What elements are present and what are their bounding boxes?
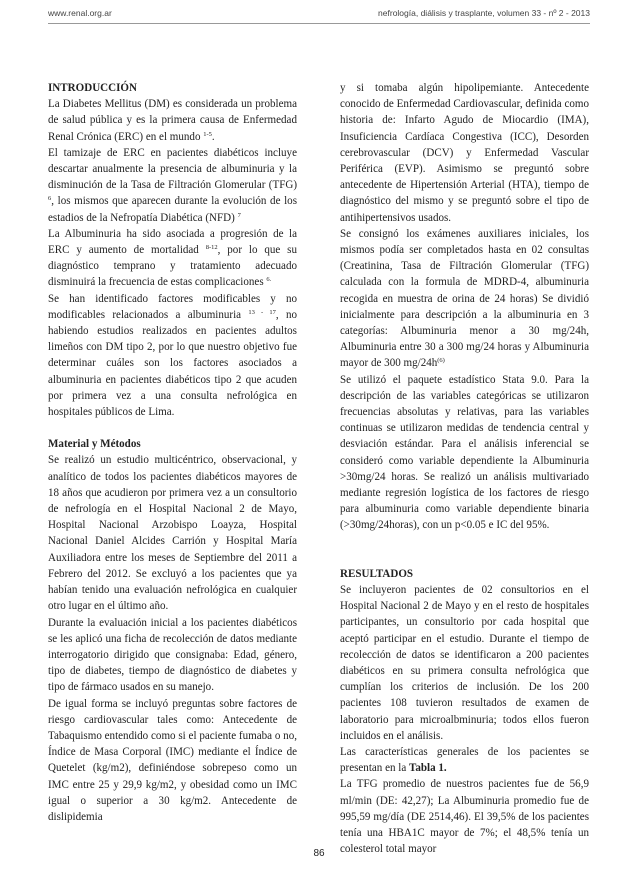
results-heading: RESULTADOS [340,567,414,580]
paragraph: Se realizó un estudio multicéntrico, observacional, y analítico de todos los pacientes diabéticos mayores de 18 años que acudieron por primera vez a un consultorio de nefrología en el Hospital Nacional 2 de Mayo, Hospital Nacional Arzobispo Loayza, Hospital Nacional Daniel Alcides Carrión y Hospital María Auxiliadora entre los meses de Septiembre del 2011 a Febrero del 2012. Se excluyó a los pacientes que ya habían tenido una evaluación nefrológica en cualquier otro lugar en el último año. [48,454,297,613]
paragraph [340,226,589,372]
citation: 6 [48,195,52,203]
citation: 13 - 17 [248,308,276,316]
paragraph: y si tomaba algún hipolipemiante. Antecedente conocido de Enfermedad Cardiovascular, definida como historia de: Infarto Agudo de Miocardio (IMA), Insuficiencia Cardíaca Congestiva (ICC), Desorden cerebrovascular (DCV) y Enfermedad Vascular Periférica (EVP). Asimismo se preguntó sobre antecedente de Hipertensión Arterial (HTA), tiempo de diagnóstico del mismo y se preguntó sobre el tipo de antihipertensivos usados. [340,82,589,224]
text: , por lo que su diagnóstico temprano y tratamiento adecuado disminuirá la frecuencia de estas complicaciones [48,244,297,289]
text: . [211,130,215,143]
paragraph: Se incluyeron pacientes de 02 consultorios en el Hospital Nacional 2 de Mayo y en el resto de hospitales participantes, un consultorio por cada hospital que aceptó participar en el estudio. Durante el tiempo de recolección de datos se identificaron a 200 pacientes diabéticos en su primera consulta nefrológica que cumplían los criterios de inclusión. De los 200 pacientes 108 tuvieron resultados de examen de laboratorio para microalbminuria; todos ellos fueron incluidos en el análisis. [340,583,589,742]
citation: (6) [437,357,445,365]
text: Las características generales de los pacientes se presentan en la [340,745,589,775]
citation: 1-5 [203,130,212,138]
text: El tamizaje de ERC en pacientes diabéticos incluye descartar anualmente la presencia de albuminuria y la disminución de la Tasa de Filtración Glomerular (TFG) [48,146,297,192]
text: Se consignó los exámenes auxiliares iniciales, los mismos podía ser completados hasta en 02 consultas (Creatinina, Tasa de Filtración Glomerular (TFG) calculada con la formula de MDRD-4, albuminuria recogida en muestra de orina de 24 horas) Se dividió inicialmente para descripción a la albuminuria en 3 categorías: Albuminuria menor a 30 mg/24h, Albuminuria entre 30 a 300 mg/24 horas y Albuminuria mayor de 300 mg/24h [340,227,589,370]
text: La Albuminuria ha sido asociada a progresión de la ERC y aumento de mortalidad [48,227,297,257]
citation: 8-12 [205,244,218,252]
paragraph: De igual forma se incluyó preguntas sobre factores de riesgo cardiovascular tales como: Antecedente de Tabaquismo entendido como si el paciente fumaba o no, Índice de Masa Corporal (IMC) mediante el Índice de Quetelet (kg/m2), definiéndose sobrepeso como un IMC entre 25 y 29,9 kg/m2, y obesidad como un IMC igual o superior a 30 kg/m2. Antecedente de dislipidemia [48,697,297,823]
text: Se han identificado factores modificables y no modificables relacionados a albuminuria [48,292,297,321]
paragraph: La TFG promedio de nuestros pacientes fue de 56,9 ml/min (DE: 42,27); La Albuminuria promedio fue de 995,59 mg/día (DE 2514,46). El 39,5% de los pacientes tenía una HBA1C mayor de 7%; el 48,5% tenía un colesterol total mayor [340,778,589,856]
journal-citation: nefrología, diálisis y trasplante, volumen 33 - nº 2 - 2013 [378,8,590,18]
right-column [340,80,589,857]
text: , no habiendo estudios realizados en pacientes adultos limeños con DM tipo 2, por lo que nuestro objetivo fue determinar cuáles son los factores asociados a albuminuria en pacientes diabéticos tipo 2 que acuden por primera vez a una consulta nefrológica en hospitales públicos de Lima. [48,308,297,419]
page-number: 86 [313,848,325,859]
table-reference: Tabla 1. [409,762,447,775]
text: , los mismos que aparecen durante la evolución de los estadios de la Nefropatía Diabética (NFD) [48,195,297,224]
header-divider [48,23,590,24]
journal-website: www.renal.org.ar [48,8,112,18]
left-column [48,80,297,825]
paragraph [340,744,589,776]
paragraph [48,145,297,226]
paragraph [48,96,297,145]
text: La Diabetes Mellitus (DM) es considerada un problema de salud pública y es la primera causa de Enfermedad Renal Crónica (ERC) en el mundo [48,98,297,143]
paragraph: Durante la evaluación inicial a los pacientes diabéticos se les aplicó una ficha de recolección de datos mediante interrogatorio dirigido que consignaba: Edad, género, tipo de diabetes, tiempo de diagnóstico de diabetes y tipo de fármaco usados en su manejo. [48,616,297,694]
citation: 6. [266,276,272,284]
paragraph: Se utilizó el paquete estadístico Stata 9.0. Para la descripción de las variables categóricas se utilizaron frecuencias absolutas y relativas, para las variables continuas se utilizaron medidas de tendencia central y desviación estándar. Para el análisis inferencial se consideró como variable dependiente la Albuminuria >30mg/24 horas. Se realizó un análisis multivariado mediante regresión logística de los factores de riesgo para albuminuria como variable dependiente binaria (>30mg/24horas), con un p<0.05 e IC del 95%. [340,373,589,532]
introduction-heading: INTRODUCCIÓN [48,82,137,94]
citation: 7 [237,211,241,219]
paragraph [48,291,297,421]
methods-heading: Material y Métodos [48,438,141,451]
paragraph [48,226,297,291]
